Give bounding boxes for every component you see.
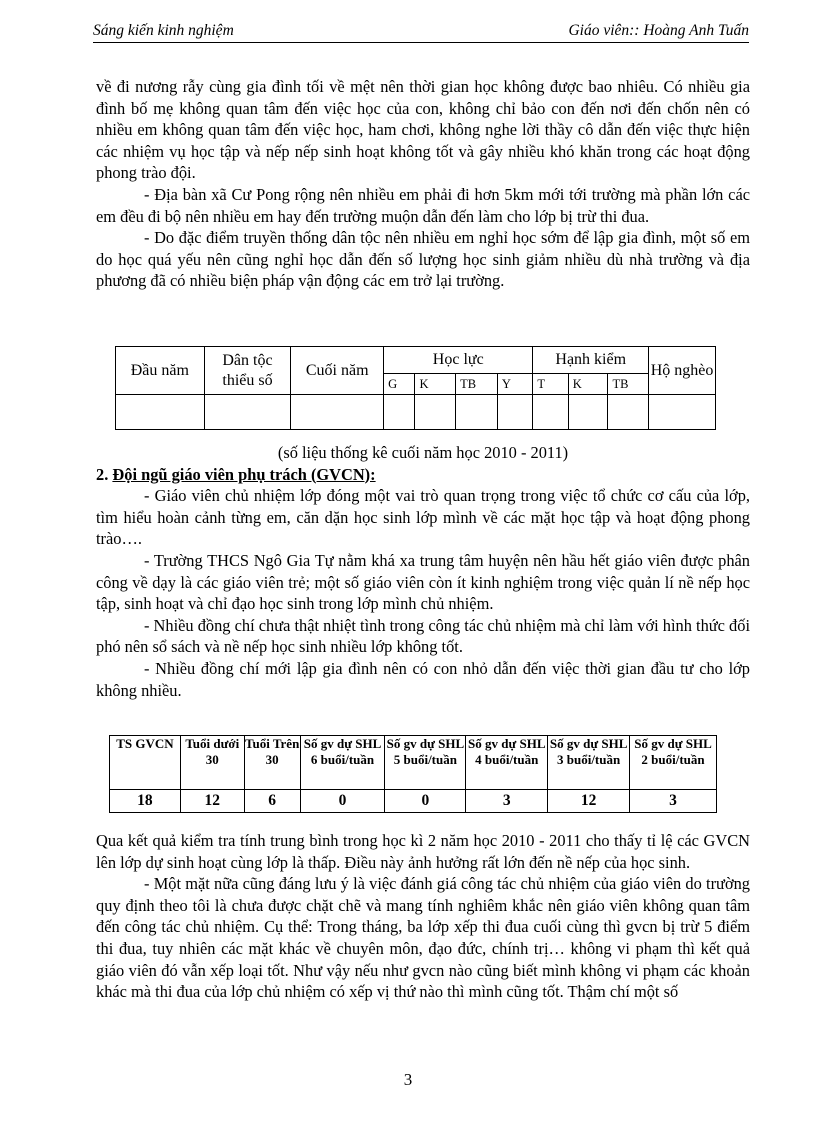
paragraph: - Địa bàn xã Cư Pong rộng nên nhiều em phải đi hơn 5km mới tới trường mà phần lớn các em đều đi bộ nên nhiều em hay đến trường muộn dẫn đến làm cho lớp bị trừ thi đua. xyxy=(96,184,750,226)
subheader-hk-t: T xyxy=(533,374,568,395)
page-number: 3 xyxy=(403,1070,413,1089)
value-shl-4: 3 xyxy=(466,790,548,813)
table-cell xyxy=(608,395,649,430)
teacher-stats-table xyxy=(109,735,717,813)
paragraph: về đi nương rẫy cùng gia đình tối về mệt nên thời gian học không được bao nhiêu. Có nhiều gia đình bố mẹ không quan tâm đến việc học của con, không chỉ bảo con đến nơi đến chốn nên có nhiều em không quan tâm đến việc học, ham chơi, không nghe lời thầy cô dẫn đến việc thực hiện các nhiệm vụ học tập và nếp nếp sinh hoạt không tốt và gây nhiều khó khăn trong các hoạt động phong trào đội. xyxy=(96,77,750,183)
table-cell xyxy=(649,395,716,430)
paragraph: Qua kết quả kiểm tra tính trung bình trong học kì 2 năm học 2010 - 2011 cho thấy tỉ lệ các GVCN lên lớp dự sinh hoạt cùng lớp là thấp. Điều này ảnh hưởng rất lớn đến nề nếp của học sinh. xyxy=(96,831,750,872)
table-cell xyxy=(204,395,291,430)
subheader-hk-tb: TB xyxy=(608,374,649,395)
subheader-hl-g: G xyxy=(384,374,415,395)
conclusion-block xyxy=(96,830,750,1003)
table-cell xyxy=(456,395,498,430)
header-shl-5: Số gv dự SHL 5 buổi/tuần xyxy=(385,736,466,790)
paragraph: - Nhiều đồng chí mới lập gia đình nên có con nhỏ dẫn đến việc thời gian đầu tư cho lớp không nhiều. xyxy=(96,658,750,700)
table-cell xyxy=(568,395,608,430)
value-shl-5: 0 xyxy=(385,790,466,813)
header-left-text: Sáng kiến kinh nghiệm xyxy=(93,22,234,39)
header-shl-6: Số gv dự SHL 6 buổi/tuần xyxy=(300,736,385,790)
table-row xyxy=(116,395,716,430)
header-tuoi-tren-30: Tuổi Trên 30 xyxy=(244,736,300,790)
value-ts-gvcn: 18 xyxy=(110,790,181,813)
header-shl-4: Số gv dự SHL 4 buổi/tuần xyxy=(466,736,548,790)
subheader-hl-y: Y xyxy=(497,374,532,395)
table-row xyxy=(110,790,717,813)
header-hanh-kiem: Hạnh kiểm xyxy=(533,347,649,374)
paragraph: - Một mặt nữa cũng đáng lưu ý là việc đánh giá công tác chủ nhiệm của giáo viên do trường quy định theo tôi là chưa được chặt chẽ và mang tính nghiêm khắc nên giáo viên không quan tâm đến công tác chủ nhiệm. Cụ thể: Trong tháng, ba lớp xếp thi đua cuối cùng thì gvcn bị trừ 5 điểm thi đua, tuy nhiên các mặt khác về chuyên môn, đạo đức, chính trị… không vi phạm thì kết quả giáo viên đó vẫn xếp loại tốt. Như vậy nếu như gvcn nào cũng biết mình không vi phạm các khoản khác mà thi đua của lớp chủ nhiệm có xếp vị thứ nào thì mình cũng tốt. Thậm chí một số xyxy=(96,874,750,1002)
header-shl-2: Số gv dự SHL 2 buổi/tuần xyxy=(630,736,717,790)
section-number: 2. xyxy=(96,464,109,484)
value-shl-2: 3 xyxy=(630,790,717,813)
header-shl-3: Số gv dự SHL 3 buổi/tuần xyxy=(548,736,630,790)
header-cuoi-nam: Cuối năm xyxy=(291,347,384,395)
subheader-hk-k: K xyxy=(568,374,608,395)
header-hoc-luc: Học lực xyxy=(384,347,533,374)
value-shl-6: 0 xyxy=(300,790,385,813)
value-shl-3: 12 xyxy=(548,790,630,813)
section-heading xyxy=(96,464,750,486)
value-tuoi-tren-30: 6 xyxy=(244,790,300,813)
section-2-block xyxy=(96,442,750,701)
page-header xyxy=(93,20,749,43)
table-cell xyxy=(415,395,456,430)
paragraph: - Nhiều đồng chí chưa thật nhiệt tình trong công tác chủ nhiệm mà chỉ làm với hình thức đối phó nên sổ sách và nề nếp học sinh nhiều lớp không tốt. xyxy=(96,615,750,657)
section-title: Đội ngũ giáo viên phụ trách (GVCN): xyxy=(112,464,376,484)
subheader-hl-tb: TB xyxy=(456,374,498,395)
header-ho-ngheo: Hộ nghèo xyxy=(649,347,716,395)
paragraph: - Do đặc điểm truyền thống dân tộc nên nhiều em nghỉ học sớm để lập gia đình, một số em do học quá yếu nên cũng nghỉ học dẫn đến số lượng học sinh giảm nhiều dù nhà trường và địa phương đã có nhiều biện pháp vận động các em trở lại trường. xyxy=(96,228,750,291)
header-tuoi-duoi-30: Tuổi dưới 30 xyxy=(180,736,244,790)
table-cell xyxy=(497,395,532,430)
header-ts-gvcn: TS GVCN xyxy=(110,736,181,790)
table-cell xyxy=(384,395,415,430)
header-dan-toc: Dân tộc thiểu số xyxy=(204,347,291,395)
table-caption: (số liệu thống kê cuối năm học 2010 - 2011) xyxy=(277,443,569,462)
header-right-text: Giáo viên:: Hoàng Anh Tuấn xyxy=(568,22,749,39)
table-cell xyxy=(291,395,384,430)
paragraph: - Giáo viên chủ nhiệm lớp đóng một vai trò quan trọng trong việc tổ chức cơ cấu của lớp, tìm hiểu hoàn cảnh từng em, căn dặn học sinh lớp mình về các mặt học tập và hoạt động phong trào…. xyxy=(96,486,750,549)
value-tuoi-duoi-30: 12 xyxy=(180,790,244,813)
paragraph: - Trường THCS Ngô Gia Tự nằm khá xa trung tâm huyện nên hầu hết giáo viên được phân công về dạy là các giáo viên trẻ; một số giáo viên còn ít kinh nghiệm trong việc quản lí nề nếp học tập, sinh hoạt và chỉ đạo học sinh trong lớp mình chủ nhiệm. xyxy=(96,550,750,614)
table-cell xyxy=(116,395,205,430)
table-cell xyxy=(533,395,568,430)
header-dau-nam: Đầu năm xyxy=(116,347,205,395)
student-stats-table xyxy=(115,346,716,430)
intro-text-block xyxy=(96,76,750,292)
subheader-hl-k: K xyxy=(415,374,456,395)
